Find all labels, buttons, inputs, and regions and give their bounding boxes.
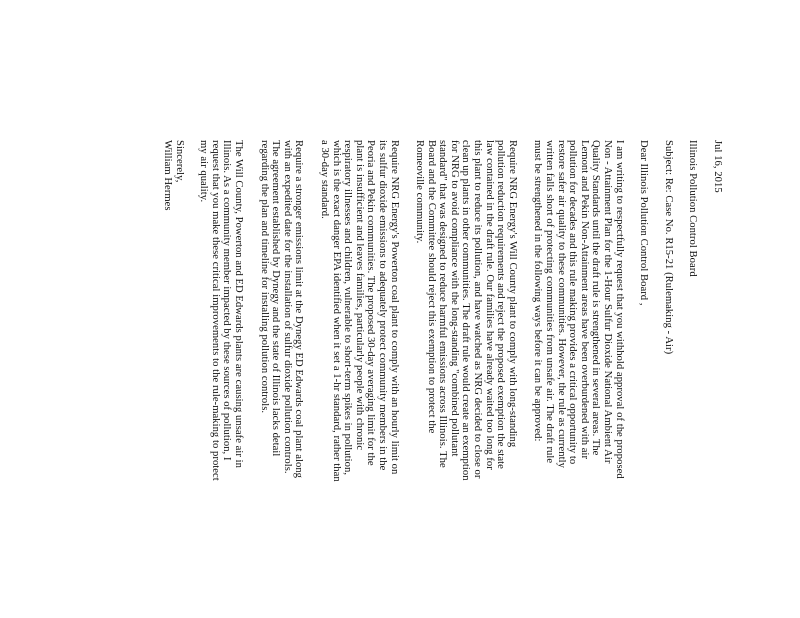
paragraph-will-county: Require NRG Energy's Will County plant to comply with long-standing pollution reduction requirements and reject the proposed exemption the state law contained in the draft rule. Our families have already waited too long for this plant to reduce its pollution, and have watched as NRG decided to close or clean up plants in other communities. The draft rule would create an exemption for NRG to avoid compliance with the long-standing "combined pollutant standard" that was designed to reduce harmful emissions across Illinois. The Board and the Committee should reject this exemption to protect the Romeoville community. [414, 140, 518, 481]
paragraph-conclusion: The Will County, Powerton and ED Edwards plants are causing unsafe air in Illinois. As a community member impacted by these sources of pollution, I request that you make these critical improvements to the rule-making to protect my air quality. [198, 140, 244, 481]
recipient-line: Illinois Pollution Control Board [687, 140, 699, 277]
letter-body [161, 140, 723, 485]
paragraph-ed-edwards: Require a stronger emissions limit at the Dynegy ED Edwards coal plant along with an expedited date for the installation of sulfur dioxide pollution controls. The agreement established by Dynegy and the state of Illinois lacks detail regarding the plan and timeline for installing pollution controls. [258, 140, 305, 479]
paragraph-intro: I am writing to respectfully request that you withhold approval of the proposed Non - Attainment Plan for the 1-Hour Sulfur Dioxide National Ambient Air Quality Standards until the draft rule is strengthened in several areas. The Lemont and Pekin Non-Attainment areas have been overburdened with air pollution for decades and this rule making provides a critical opportunity to restore safer air quality to these communities. However, the rule as currently written falls short of protecting communities from unsafe air. The draft rule must be strengthened in the following ways before it can be approved: [532, 140, 625, 479]
signature: William Hermes [162, 140, 174, 211]
paragraph-powerton: Require NRG Energy's Powerton coal plant to comply with an hourly limit on its sulfur dioxide emissions to adequately protect community members in the Peoria and Pekin communities. The proposed 30-day averaging limit for the plant is insufficient and leaves families, particularly people with chronic respiratory illnesses and children, vulnerable to short-term spikes in pollution, which is the exact danger EPA identified when it set a 1-hr standard, rather than a 30-day standard. [318, 140, 400, 482]
subject-line: Subject: Re: Case No. R15-21 (Rulemaking - Air) [662, 140, 674, 355]
closing: Sincerely, [173, 140, 185, 183]
letter-date: Jul 16, 2015 [712, 140, 723, 193]
salutation: Dear Illinois Pollution Control Board , [638, 140, 650, 306]
